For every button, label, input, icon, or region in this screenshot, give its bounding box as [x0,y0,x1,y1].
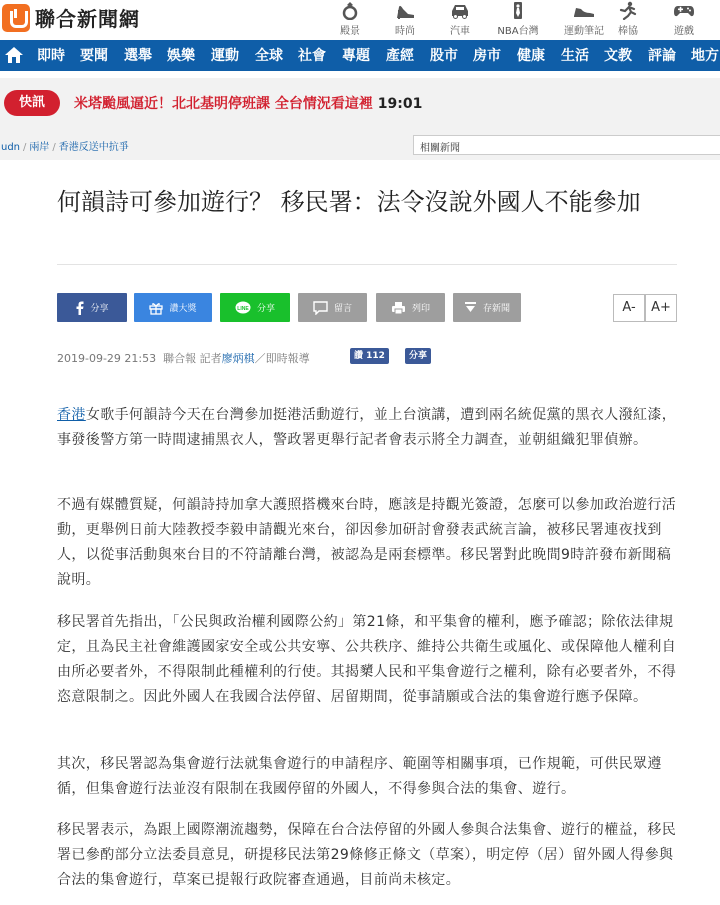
nav-item-global[interactable]: 全球 [255,48,283,64]
font-smaller-button[interactable]: A- [613,294,645,322]
nav-item-culture[interactable]: 文教 [604,48,632,64]
nav-item-life[interactable]: 生活 [561,48,589,64]
article-paragraph: 移民署首先指出，「公民與政治權利國際公約」第21條，和平集會的權利，應予確認；除依法律規定，且為民主社會維護國家安全或公共安寧、公共秩序、維持公共衛生或風化、或保障他人權利自由所必要者外，不得限制此種權利的行使。其揭櫫人民和平集會遊行之權利，除有必要者外，不得恣意限制之。因此外國人在我國合法停留、居留期間，從事請願或合法的集會遊行應予保障。 [57,614,677,705]
category-link-0[interactable]: 殿景 [320,0,380,37]
article-paragraph: 香港女歌手何韻詩今天在台灣參加挺港活動遊行，並上台演講，遭到兩名統促黨的黑衣人潑紅漆，事發後警方第一時間逮捕黑衣人，警政署更舉行記者會表示將全力調查，並朝組織犯罪偵辦。 [57,407,677,448]
title-divider [57,264,677,265]
author-link[interactable]: 廖炳棋 [221,352,255,365]
nav-item-health[interactable]: 健康 [517,48,545,64]
breadcrumb-udn[interactable]: udn [1,142,21,153]
nav-item-sports[interactable]: 運動 [211,48,239,64]
article-meta: 2019-09-29 21:53 聯合報 記者廖炳棋／即時報導 [57,352,310,365]
print-button[interactable]: 列印 [376,293,445,322]
keyword-link[interactable]: 香港 [57,407,86,423]
article-date: 2019-09-29 21:53 [57,352,157,365]
breadcrumb-cross-strait[interactable]: 兩岸 [29,142,50,153]
car-icon [449,1,471,20]
gamepad-icon [673,1,695,20]
category-link-5[interactable]: 棒協 [598,0,658,37]
nav-item-stocks[interactable]: 股市 [430,48,458,64]
category-link-1[interactable]: 時尚 [375,0,435,37]
nav-item-business[interactable]: 產經 [386,48,414,64]
category-shortcuts [320,0,720,38]
save-news-button[interactable]: 存新聞 [453,293,521,322]
site-header [0,0,720,38]
site-logo[interactable] [2,3,140,32]
nav-item-instant[interactable]: 即時 [37,48,65,64]
nav-item-society[interactable]: 社會 [298,48,326,64]
facebook-icon [75,301,84,315]
nav-item-features[interactable]: 專題 [342,48,370,64]
comment-icon [313,301,328,315]
logo-text: 聯合新聞網 [35,7,140,31]
breaking-news-bar [0,78,720,130]
sneaker-icon [573,1,595,20]
nba-icon [507,1,529,20]
home-icon[interactable] [4,45,24,65]
facebook-like-button[interactable]: 讚 112 [350,348,389,364]
print-icon [391,301,406,315]
ring-icon [339,1,361,20]
nav-item-opinion[interactable]: 評論 [648,48,676,64]
breadcrumb-row [0,130,720,160]
runner-icon [617,1,639,20]
nav-item-local[interactable]: 地方 [691,48,719,64]
facebook-share-button[interactable]: 分享 [57,293,127,322]
save-icon [464,301,477,314]
nav-item-entertainment[interactable]: 娛樂 [167,48,195,64]
category-link-2[interactable]: 汽車 [430,0,490,37]
svg-text:LINE: LINE [237,305,249,312]
nav-item-headlines[interactable]: 要聞 [80,48,108,64]
category-link-4[interactable]: 運動筆記 [554,0,614,37]
line-icon [235,301,251,315]
breadcrumb: udn / 兩岸 / 香港反送中抗爭 [1,142,129,153]
breadcrumb-hk-protest[interactable]: 香港反送中抗爭 [58,142,129,153]
category-link-3[interactable]: NBA台灣 [488,0,548,37]
article-title: 何韻詩可參加遊行？ 移民署：法令沒說外國人不能參加 [57,188,641,216]
breaking-time: 19:01 [377,96,423,112]
font-larger-button[interactable]: A+ [645,294,677,322]
category-link-6[interactable]: 遊戲 [654,0,714,37]
high-heel-icon [394,1,416,20]
main-nav [0,40,720,71]
breaking-headline-link[interactable]: 米塔颱風逼近！北北基明停班課 全台情況看這裡 19:01 [74,96,423,112]
nav-item-realestate[interactable]: 房市 [473,48,501,64]
line-share-button[interactable]: LINE 分享 [220,293,290,322]
article-source: 聯合報 [163,352,197,365]
prize-button[interactable]: 讚大獎 [134,293,212,322]
article-paragraph: 不過有媒體質疑，何韻詩持加拿大護照搭機來台時，應該是持觀光簽證，怎麼可以參加政治遊行活動，更舉例日前大陸教授李毅申請觀光來台，卻因參加研討會發表武統言論，被移民署連夜找到人，以從事活動與來台目的不符請離台灣，被認為是兩套標準。移民署對此晚間9時許發布新聞稿說明。 [57,497,677,588]
udn-logo-icon [2,4,30,32]
gift-icon [149,301,163,315]
article-paragraph: 移民署表示，為跟上國際潮流趨勢，保障在台合法停留的外國人參與合法集會、遊行的權益，移民署已參酌部分立法委員意見，研提移民法第29條修正條文（草案），明定停（居）留外國人得參與合法的集會遊行，草案已提報行政院審查通過，目前尚未核定。 [57,822,677,888]
article-paragraph: 其次，移民署認為集會遊行法就集會遊行的申請程序、範圍等相關事項，已作規範，可供民眾遵循，但集會遊行法並沒有限制在我國停留的外國人，不得參與合法的集會、遊行。 [57,756,662,797]
related-news-box[interactable]: 相關新聞 [413,135,720,155]
breaking-badge: 快訊 [4,90,60,116]
nav-item-election[interactable]: 選舉 [124,48,152,64]
comment-button[interactable]: 留言 [298,293,367,322]
facebook-share-small-button[interactable]: 分享 [405,348,431,364]
